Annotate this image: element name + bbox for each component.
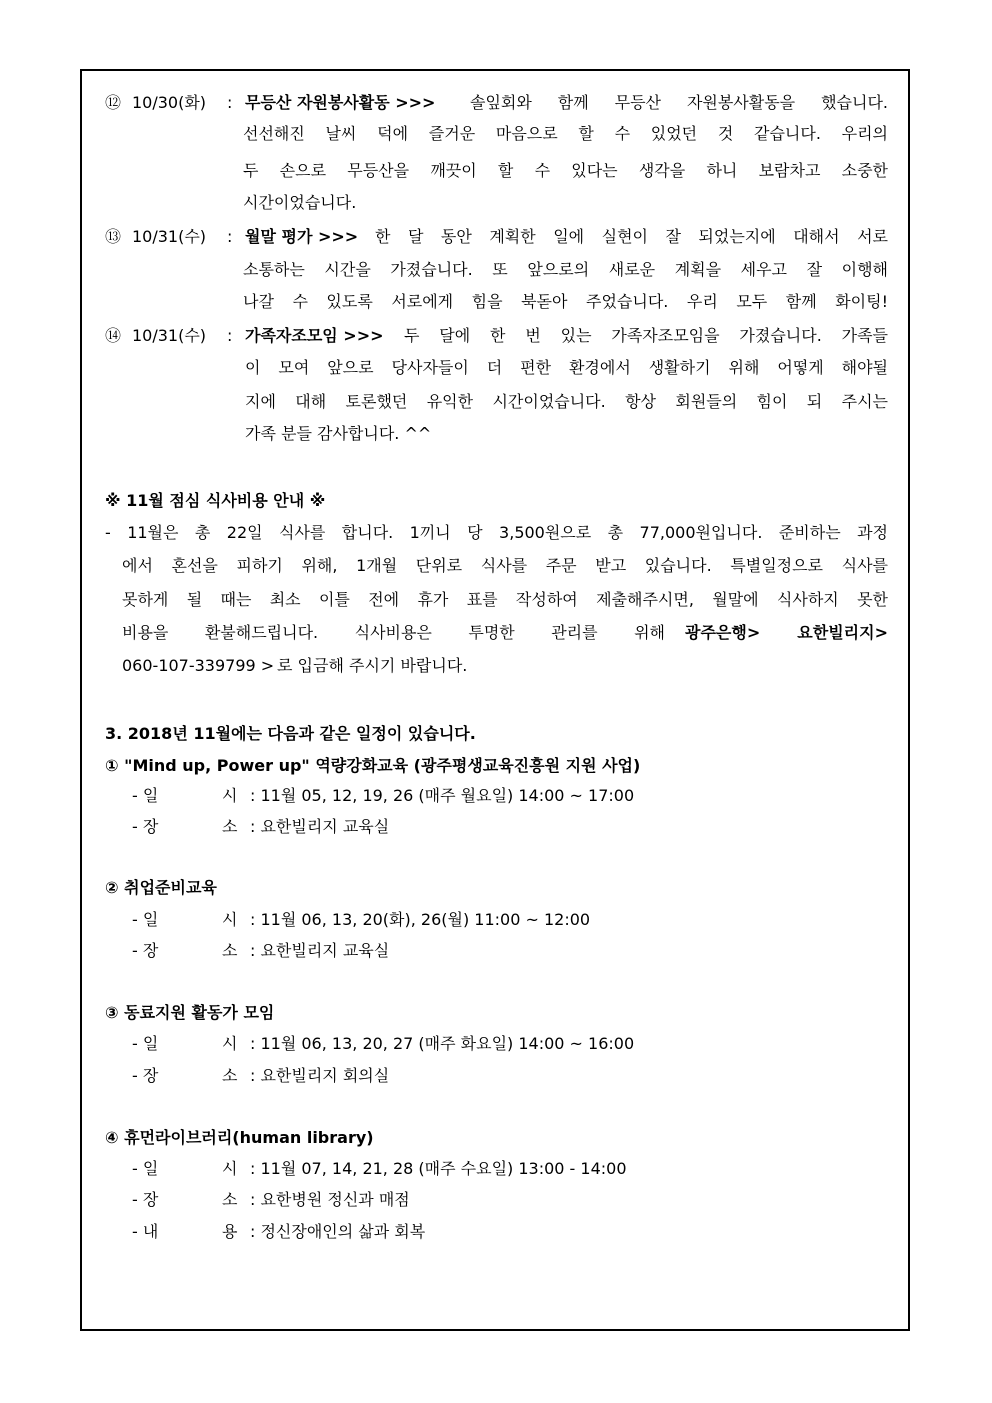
meal-notice-heading: ※ 11월 점심 식사비용 안내 ※ xyxy=(105,491,326,510)
schedule-row-label-end: 시 xyxy=(222,910,238,929)
activity-text-line: 나갈 수 있도록 서로에게 힘을 북돋아 주었습니다. 우리 모두 함께 화이팅! xyxy=(243,292,888,311)
schedule-row-value: : 11월 07, 14, 21, 28 (매주 수요일) 13:00 - 14:00 xyxy=(250,1159,627,1178)
activity-marker: ⑭ xyxy=(105,326,122,345)
activity-date: 10/31(수) xyxy=(132,326,207,345)
schedule-row-label: - 일 xyxy=(132,786,159,805)
schedule-row-value: : 요한빌리지 교육실 xyxy=(250,941,390,960)
activity-date: 10/30(화) xyxy=(132,93,207,112)
activity-text-line: 시간이었습니다. xyxy=(243,193,357,212)
schedule-row-value: : 11월 05, 12, 19, 26 (매주 월요일) 14:00 ~ 17:00 xyxy=(250,786,635,805)
activity-separator: : xyxy=(227,227,233,246)
schedule-row-label: - 일 xyxy=(132,1034,159,1053)
schedule-row-label: - 내 xyxy=(132,1222,159,1241)
schedule-row-value: : 요한빌리지 교육실 xyxy=(250,817,390,836)
schedule-row-label-end: 소 xyxy=(222,1066,238,1085)
activity-title: 월말 평가 >>> xyxy=(245,227,359,246)
schedule-row-label: - 장 xyxy=(132,817,159,836)
activity-marker: ⑬ xyxy=(105,227,122,246)
activity-separator: : xyxy=(227,326,233,345)
activity-text-line: 소통하는 시간을 가졌습니다. 또 앞으로의 새로운 계획을 세우고 잘 이행해 xyxy=(243,260,888,279)
schedule-item-title: ① "Mind up, Power up" 역량강화교육 (광주평생교육진흥원 지원 사업) xyxy=(105,756,641,775)
schedule-row-value: : 정신장애인의 삶과 회복 xyxy=(250,1222,426,1241)
meal-notice-line: 비용을 환불해드립니다. 식사비용은 투명한 관리를 위해 xyxy=(122,623,665,642)
activity-text-line: 한 달 동안 계획한 일에 실현이 잘 되었는지에 대해서 서로 xyxy=(375,227,888,246)
schedule-row-value: : 11월 06, 13, 20, 27 (매주 화요일) 14:00 ~ 16:00 xyxy=(250,1034,635,1053)
schedule-row-label: - 일 xyxy=(132,1159,159,1178)
activity-marker: ⑫ xyxy=(105,93,122,112)
schedule-row-label-end: 시 xyxy=(222,1159,238,1178)
activity-text-line: 지에 대해 토론했던 유익한 시간이었습니다. 항상 회원들의 힘이 되 주시는 xyxy=(245,392,888,411)
schedule-row-label-end: 소 xyxy=(222,941,238,960)
schedule-row-label-end: 시 xyxy=(222,1034,238,1053)
activity-text-line: 솔잎회와 함께 무등산 자원봉사활동을 했습니다. xyxy=(470,93,888,112)
activity-title: 가족자조모임 >>> xyxy=(245,326,384,345)
activity-text-line: 두 손으로 무등산을 깨끗이 할 수 있다는 생각을 하니 보람차고 소중한 xyxy=(243,161,888,180)
schedule-row-value: : 요한병원 정신과 매점 xyxy=(250,1190,410,1209)
meal-notice-tail: 로 입금해 주시기 바랍니다. xyxy=(277,656,468,675)
schedule-row-label: - 장 xyxy=(132,1066,159,1085)
schedule-row-label-end: 용 xyxy=(222,1222,238,1241)
meal-notice-line: - 11월은 총 22일 식사를 합니다. 1끼니 당 3,500원으로 총 77,000원입니다. 준비하는 과정 xyxy=(105,523,888,542)
activity-text-line: 선선해진 날씨 덕에 즐거운 마음으로 할 수 있었던 것 같습니다. 우리의 xyxy=(243,124,888,143)
schedule-row-label-end: 시 xyxy=(222,786,238,805)
schedule-row-label: - 일 xyxy=(132,910,159,929)
activity-date: 10/31(수) xyxy=(132,227,207,246)
schedule-row-value: : 요한빌리지 회의실 xyxy=(250,1066,390,1085)
activity-text-line: 가족 분들 감사합니다. ^^ xyxy=(245,424,432,443)
activity-title: 무등산 자원봉사활동 >>> xyxy=(245,93,436,112)
schedule-item-title: ③ 동료지원 활동가 모임 xyxy=(105,1003,275,1022)
meal-notice-line: 에서 혼선을 피하기 위해, 1개월 단위로 식사를 주문 받고 있습니다. 특별일정으로 식사를 xyxy=(122,556,888,575)
schedule-row-label-end: 소 xyxy=(222,1190,238,1209)
activity-text-line: 두 달에 한 번 있는 가족자조모임을 가졌습니다. 가족들 xyxy=(404,326,888,345)
schedule-heading: 3. 2018년 11월에는 다음과 같은 일정이 있습니다. xyxy=(105,724,476,743)
bank-account: 060-107-339799 > xyxy=(122,656,275,675)
activity-separator: : xyxy=(227,93,233,112)
schedule-item-title: ② 취업준비교육 xyxy=(105,878,217,897)
schedule-item-title: ④ 휴먼라이브러리(human library) xyxy=(105,1128,374,1147)
schedule-row-label: - 장 xyxy=(132,941,159,960)
meal-notice-line: 못하게 될 때는 최소 이틀 전에 휴가 표를 작성하여 제출해주시면, 월말에 식사하지 못한 xyxy=(122,590,888,609)
bank-name: 광주은행> 요한빌리지> xyxy=(685,623,888,642)
activity-text-line: 이 모여 앞으로 당사자들이 더 편한 환경에서 생활하기 위해 어떻게 해야될 xyxy=(245,358,888,377)
schedule-row-value: : 11월 06, 13, 20(화), 26(월) 11:00 ~ 12:00 xyxy=(250,910,591,929)
schedule-row-label: - 장 xyxy=(132,1190,159,1209)
schedule-row-label-end: 소 xyxy=(222,817,238,836)
